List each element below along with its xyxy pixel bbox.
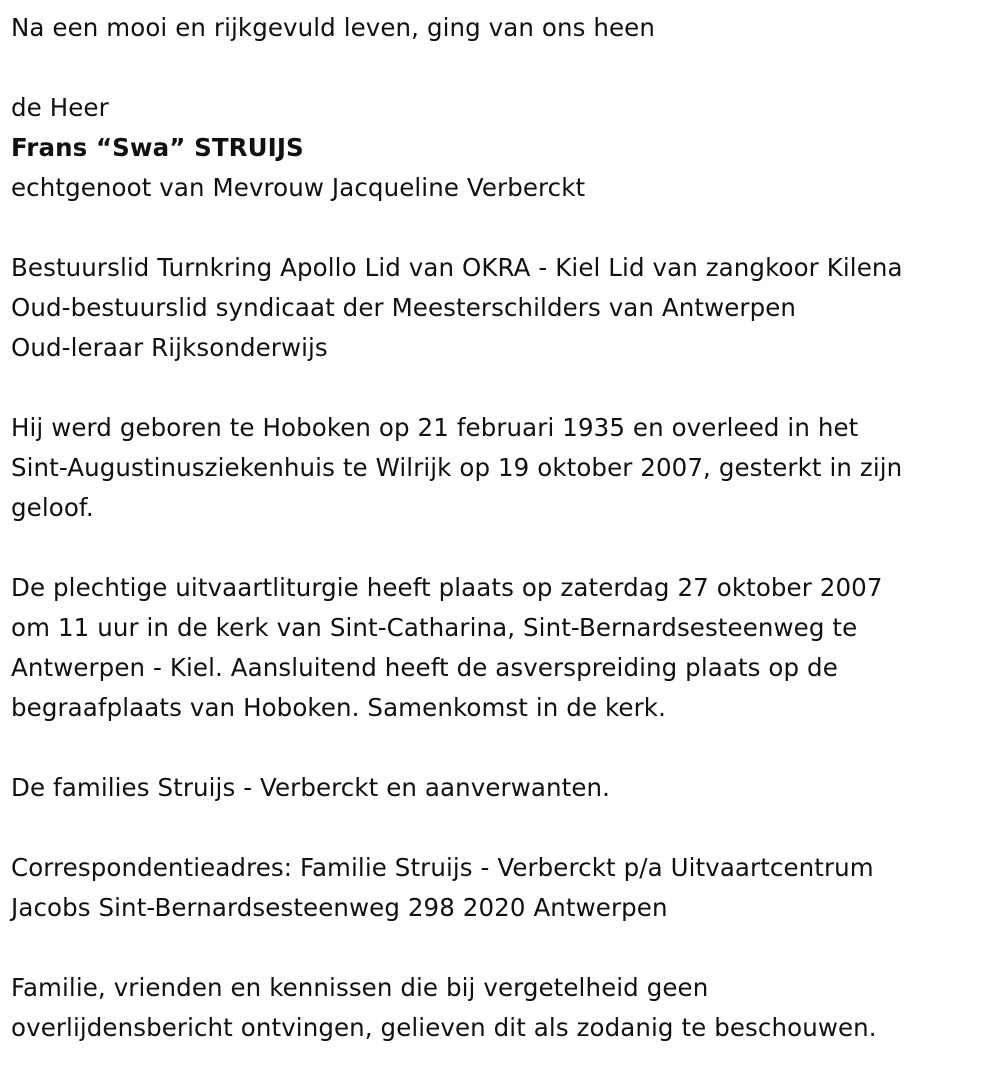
- paragraph-line: geloof.: [11, 493, 94, 522]
- closing-paragraph: [11, 968, 986, 1048]
- spacer: [11, 808, 986, 848]
- spacer: [11, 728, 986, 768]
- role-line: Oud-leraar Rijksonderwijs: [11, 333, 328, 362]
- spouse-line: echtgenoot van Mevrouw Jacqueline Verberckt: [11, 173, 586, 202]
- role-line: Bestuurslid Turnkring Apollo Lid van OKRA - Kiel Lid van zangkoor Kilena: [11, 253, 903, 282]
- paragraph-line: Sint-Augustinusziekenhuis te Wilrijk op 19 oktober 2007, gesterkt in zijn: [11, 453, 903, 482]
- paragraph-line: Antwerpen - Kiel. Aansluitend heeft de asverspreiding plaats op de: [11, 653, 838, 682]
- intro-line: Na een mooi en rijkgevuld leven, ging van ons heen: [11, 13, 655, 42]
- paragraph-line: Familie, vrienden en kennissen die bij vergetelheid geen: [11, 973, 709, 1002]
- deceased-name: Frans “Swa” STRUIJS: [11, 133, 304, 162]
- paragraph-line: om 11 uur in de kerk van Sint-Catharina, Sint-Bernardsesteenweg te: [11, 613, 858, 642]
- death-notice: [11, 8, 986, 1048]
- paragraph-line: Jacobs Sint-Bernardsesteenweg 298 2020 Antwerpen: [11, 893, 668, 922]
- spacer: [11, 208, 986, 248]
- spacer: [11, 528, 986, 568]
- role-line: Oud-bestuurslid syndicaat der Meesterschilders van Antwerpen: [11, 293, 797, 322]
- paragraph-line: Correspondentieadres: Familie Struijs - Verberckt p/a Uitvaartcentrum: [11, 853, 874, 882]
- birth-death-paragraph: [11, 408, 986, 528]
- spacer: [11, 928, 986, 968]
- correspondence-paragraph: [11, 848, 986, 928]
- paragraph-line: overlijdensbericht ontvingen, gelieven dit als zodanig te beschouwen.: [11, 1013, 877, 1042]
- title-prefix: de Heer: [11, 93, 109, 122]
- families-line: De families Struijs - Verberckt en aanverwanten.: [11, 773, 611, 802]
- spacer: [11, 48, 986, 88]
- paragraph-line: De plechtige uitvaartliturgie heeft plaats op zaterdag 27 oktober 2007: [11, 573, 883, 602]
- funeral-paragraph: [11, 568, 986, 728]
- spacer: [11, 368, 986, 408]
- paragraph-line: begraafplaats van Hoboken. Samenkomst in de kerk.: [11, 693, 666, 722]
- roles-paragraph: [11, 248, 986, 368]
- paragraph-line: Hij werd geboren te Hoboken op 21 februari 1935 en overleed in het: [11, 413, 859, 442]
